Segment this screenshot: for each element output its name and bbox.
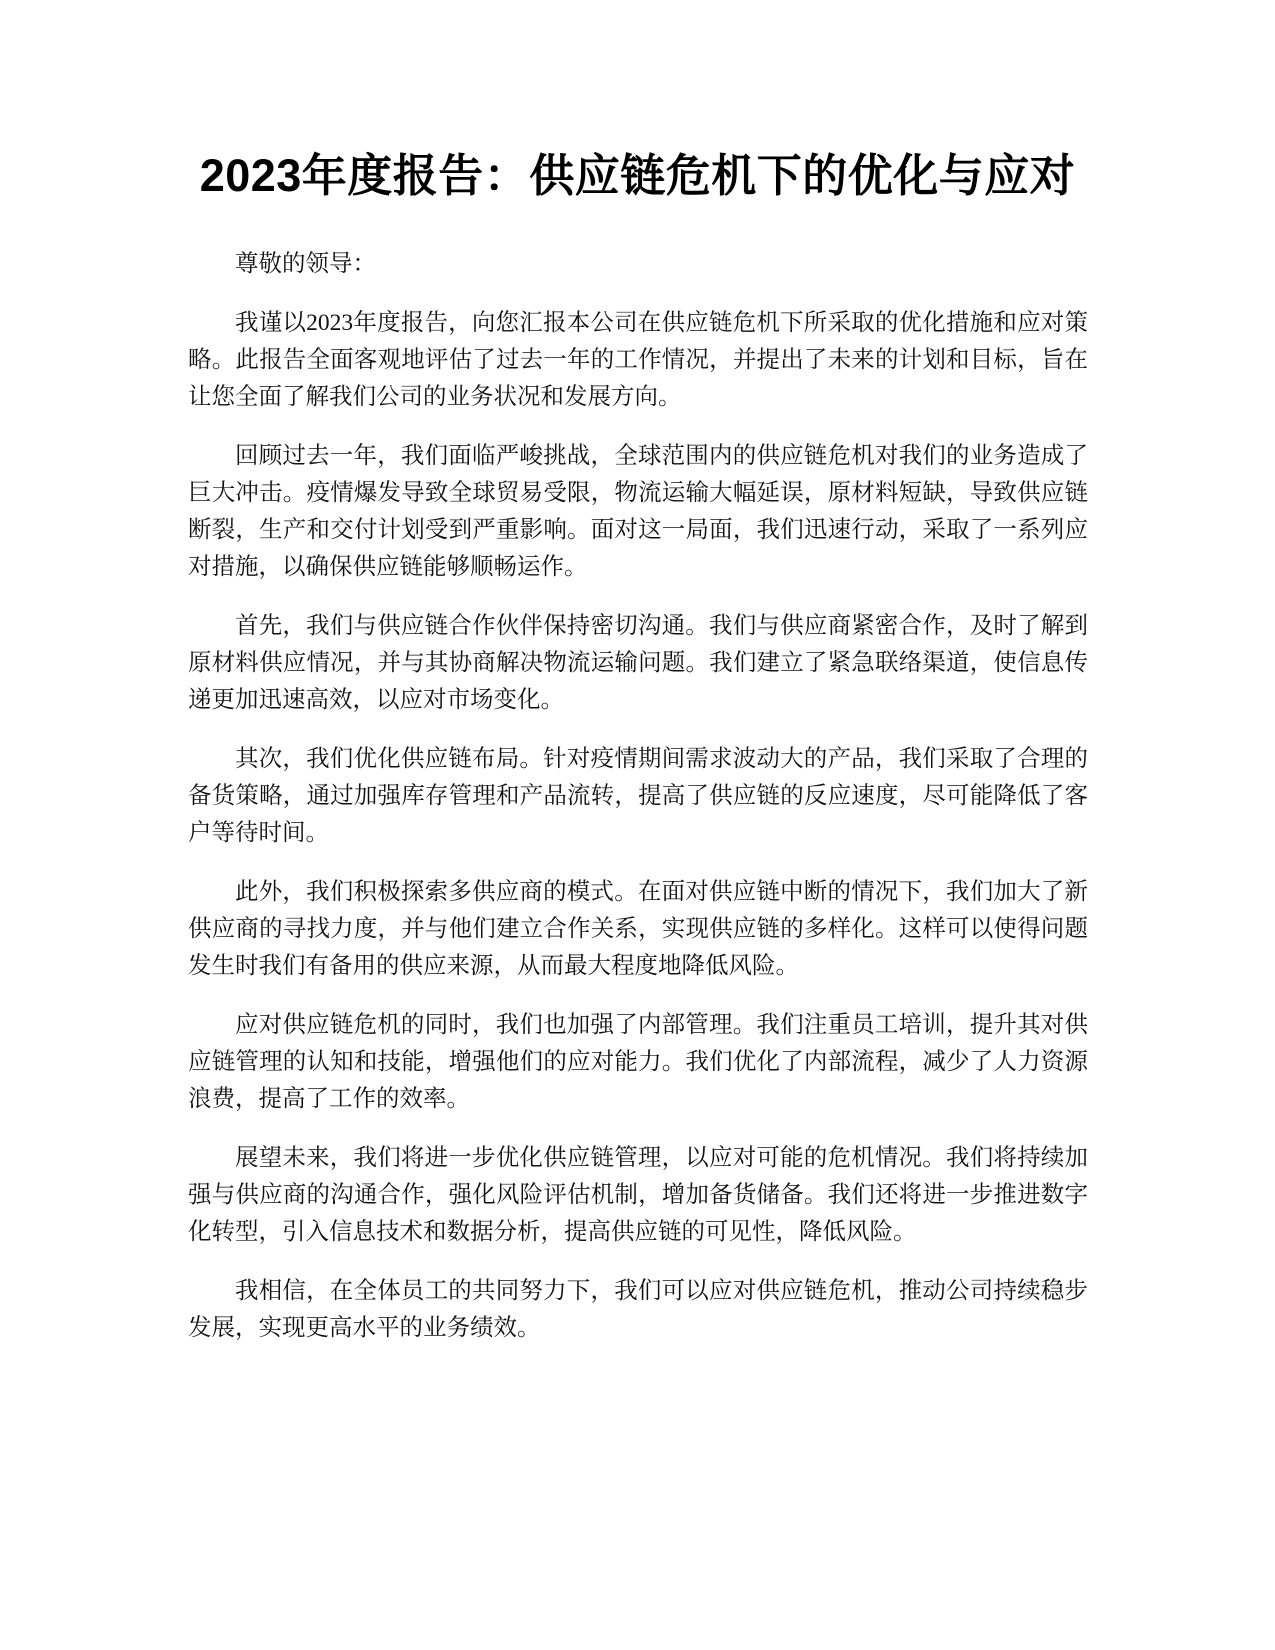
- paragraph-review: 回顾过去一年，我们面临严峻挑战，全球范围内的供应链危机对我们的业务造成了巨大冲击。疫情爆发导致全球贸易受限，物流运输大幅延误，原材料短缺，导致供应链断裂，生产和交付计划受到严重影响。面对这一局面，我们迅速行动，采取了一系列应对措施，以确保供应链能够顺畅运作。: [188, 443, 1088, 580]
- paragraph-intro: 我谨以2023年度报告，向您汇报本公司在供应链危机下所采取的优化措施和应对策略。此报告全面客观地评估了过去一年的工作情况，并提出了未来的计划和目标，旨在让您全面了解我们公司的业务状况和发展方向。: [188, 310, 1088, 410]
- salutation: 尊敬的领导：: [235, 251, 376, 277]
- paragraph-multi-supplier: 此外，我们积极探索多供应商的模式。在面对供应链中断的情况下，我们加大了新供应商的寻找力度，并与他们建立合作关系，实现供应链的多样化。这样可以使得问题发生时我们有备用的供应来源，从而最大程度地降低风险。: [188, 879, 1088, 979]
- paragraph-layout: 其次，我们优化供应链布局。针对疫情期间需求波动大的产品，我们采取了合理的备货策略，通过加强库存管理和产品流转，提高了供应链的反应速度，尽可能降低了客户等待时间。: [188, 746, 1088, 846]
- paragraph-communication: 首先，我们与供应链合作伙伴保持密切沟通。我们与供应商紧密合作，及时了解到原材料供应情况，并与其协商解决物流运输问题。我们建立了紧急联络渠道，使信息传递更加迅速高效，以应对市场变化。: [188, 613, 1088, 713]
- paragraph-closing: 我相信，在全体员工的共同努力下，我们可以应对供应链危机，推动公司持续稳步发展，实现更高水平的业务绩效。: [188, 1278, 1088, 1341]
- document-title: 2023年度报告：供应链危机下的优化与应对: [199, 150, 1076, 201]
- document-body: [188, 246, 1088, 1369]
- paragraph-internal-management: 应对供应链危机的同时，我们也加强了内部管理。我们注重员工培训，提升其对供应链管理的认知和技能，增强他们的应对能力。我们优化了内部流程，减少了人力资源浪费，提高了工作的效率。: [188, 1012, 1088, 1112]
- paragraph-outlook: 展望未来，我们将进一步优化供应链管理，以应对可能的危机情况。我们将持续加强与供应商的沟通合作，强化风险评估机制，增加备货储备。我们还将进一步推进数字化转型，引入信息技术和数据分析，提高供应链的可见性，降低风险。: [188, 1145, 1088, 1245]
